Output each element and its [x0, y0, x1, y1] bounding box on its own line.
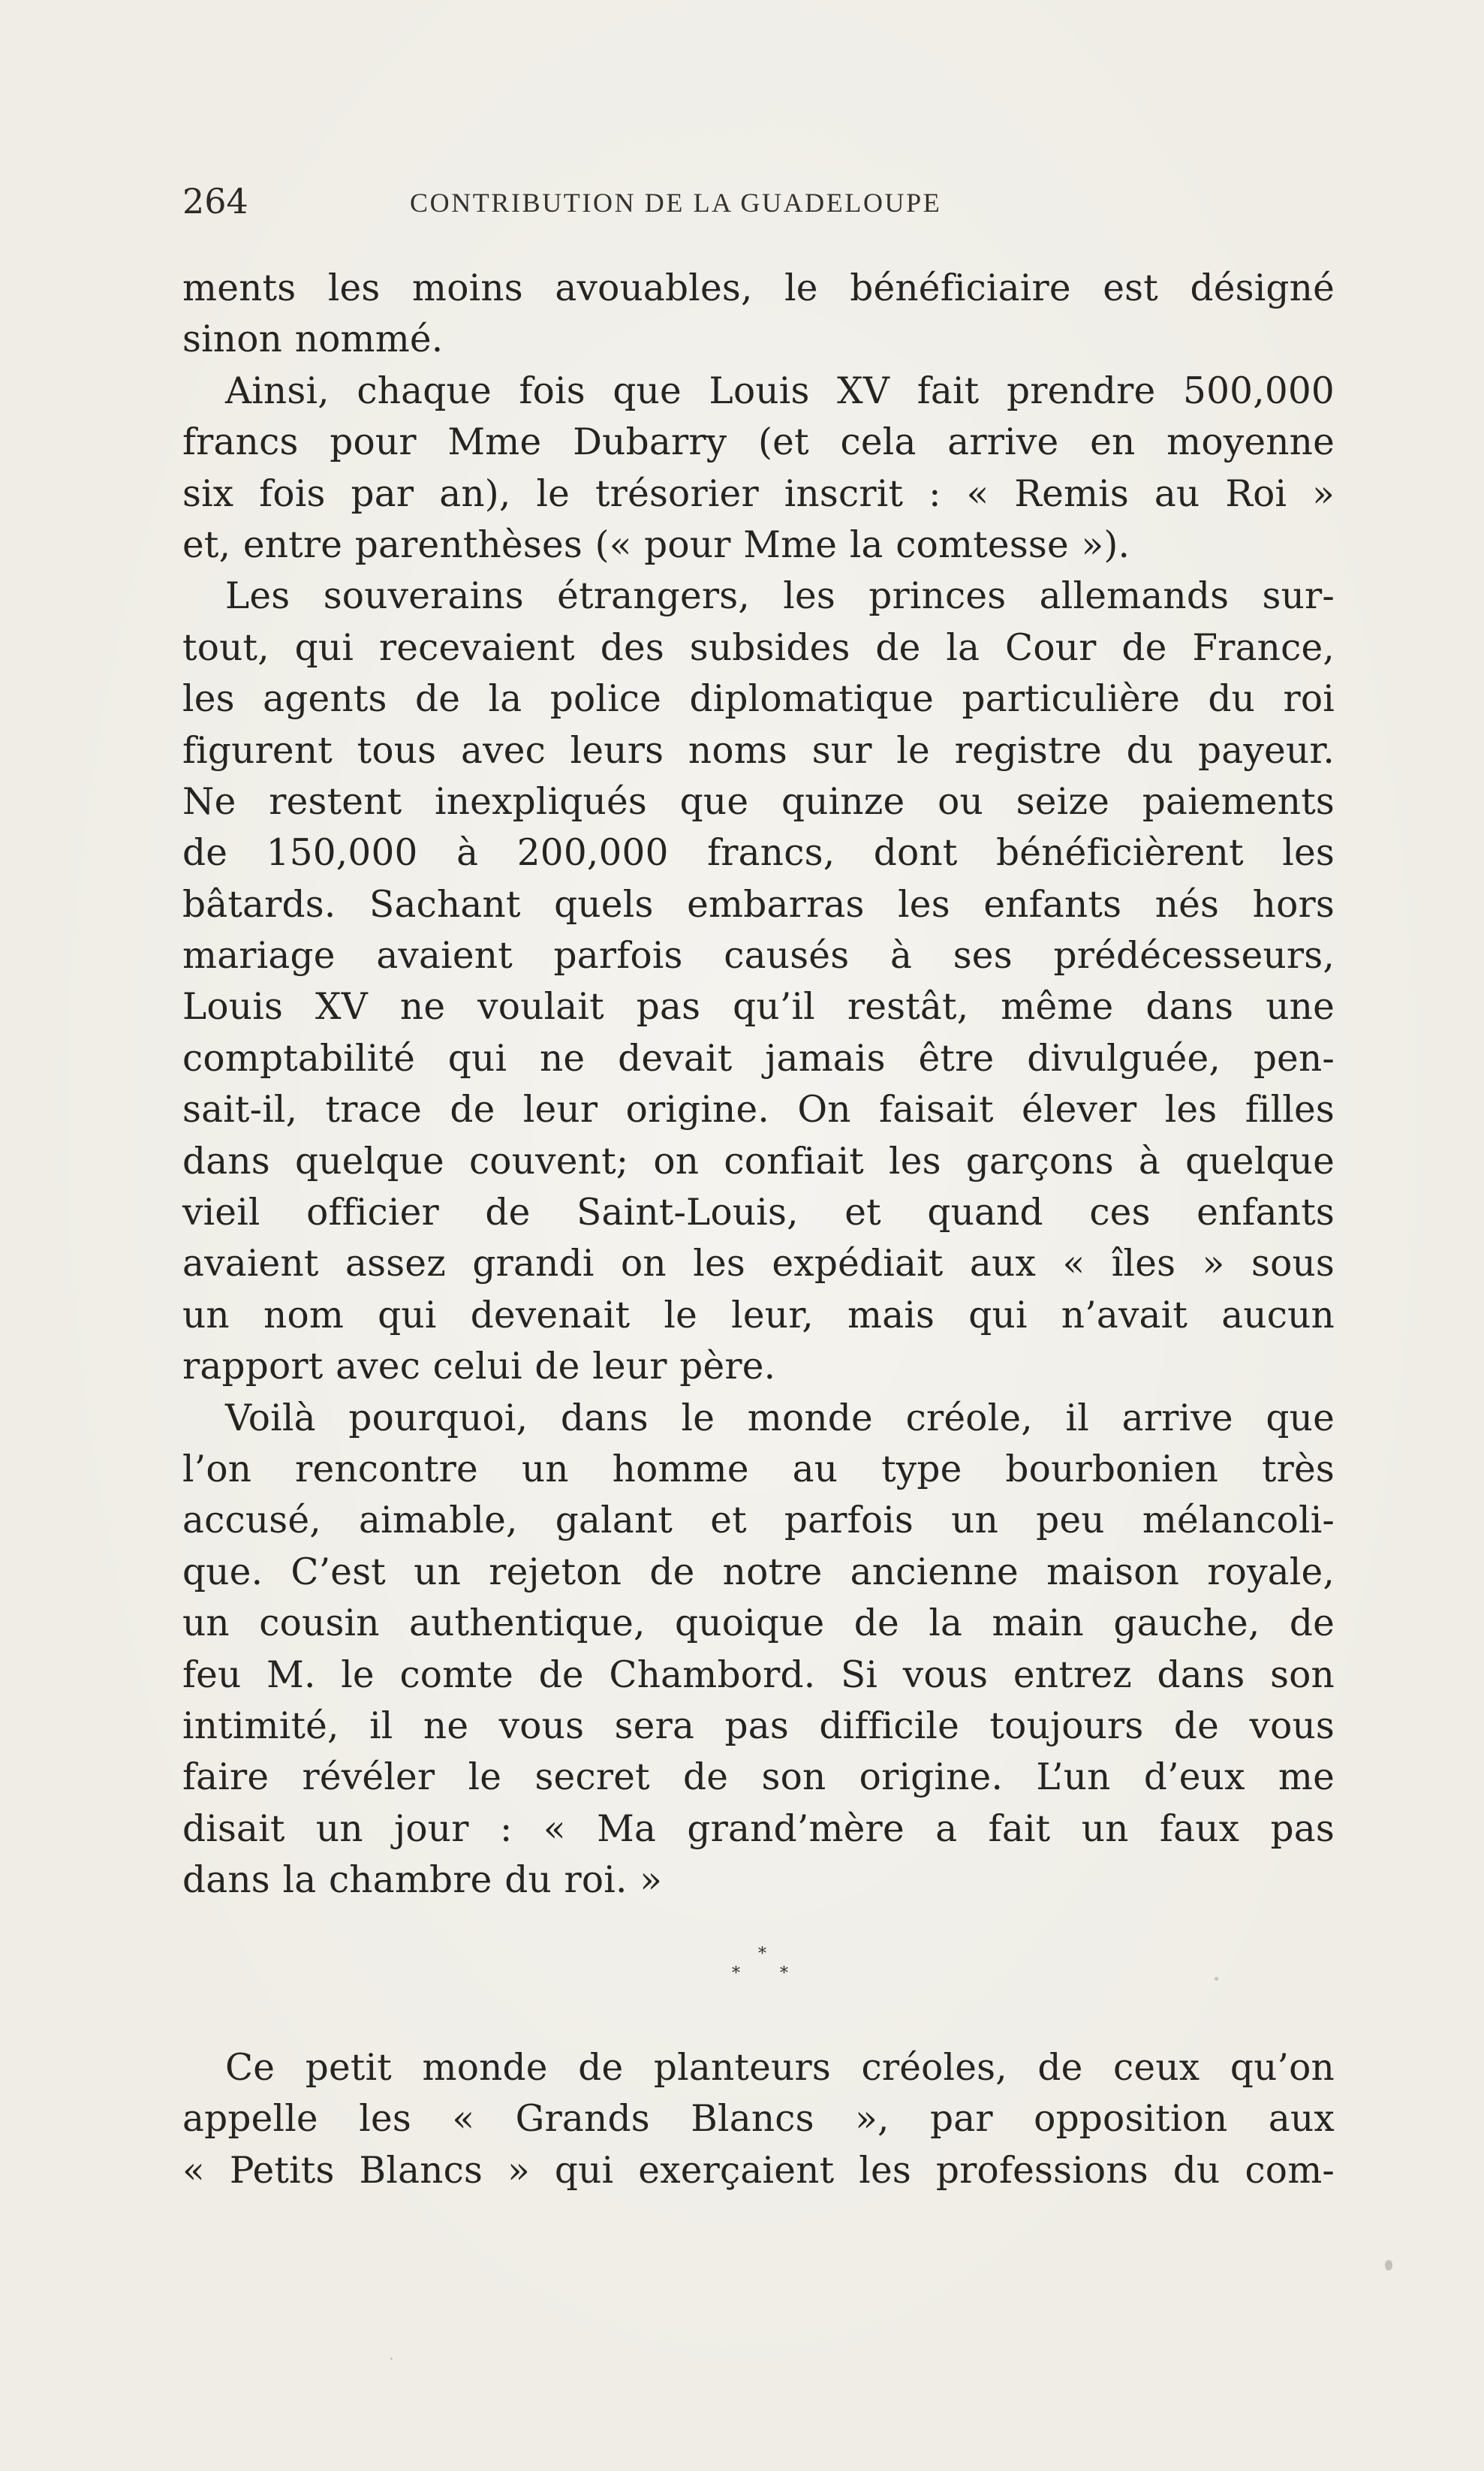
paper-speck	[1215, 1977, 1218, 1981]
page-number: 264	[182, 181, 248, 221]
text-line: dans la chambre du roi. »	[182, 1859, 663, 1902]
text-line: l’on rencontre un homme au type bourbonien très	[182, 1448, 1335, 1490]
text-line: ments les moins avouables, le bénéficiaire est désigné	[182, 267, 1335, 309]
text-line: dans quelque couvent; on confiait les garçons à quelque	[182, 1140, 1335, 1183]
page-header	[182, 179, 1331, 224]
text-line: disait un jour : « Ma grand’mère a fait un faux pas	[182, 1807, 1335, 1850]
text-line: tout, qui recevaient des subsides de la Cour de France,	[182, 626, 1335, 669]
text-line: Ne restent inexpliqués que quinze ou seize paiements	[182, 780, 1335, 823]
text-line: « Petits Blancs » qui exerçaient les professions du com-	[182, 2149, 1335, 2192]
text-line: sinon nommé.	[182, 318, 444, 361]
text-line: mariage avaient parfois causés à ses prédécesseurs,	[182, 935, 1335, 978]
text-line: les agents de la police diplomatique particulière du roi	[182, 678, 1335, 721]
asterism-star: *	[758, 1945, 766, 1963]
text-line: Les souverains étrangers, les princes allemands sur-	[225, 575, 1335, 618]
text-line: Ainsi, chaque fois que Louis XV fait prendre 500,000	[225, 369, 1335, 412]
paragraph-2	[182, 366, 1335, 571]
text-line: francs pour Mme Dubarry (et cela arrive en moyenne	[182, 421, 1335, 464]
text-line: six fois par an), le trésorier inscrit : « Remis au Roi »	[182, 472, 1335, 515]
paragraph-3	[182, 571, 1335, 1392]
text-line: Louis XV ne voulait pas qu’il restât, même dans une	[182, 986, 1335, 1029]
body-text	[182, 263, 1335, 1906]
text-line: figurent tous avec leurs noms sur le registre du payeur.	[182, 729, 1335, 772]
asterism-star: *	[732, 1964, 740, 1983]
text-line: feu M. le comte de Chambord. Si vous entrez dans son	[182, 1653, 1335, 1696]
text-line: un cousin authentique, quoique de la main gauche, de	[182, 1602, 1335, 1645]
text-line: Ce petit monde de planteurs créoles, de ceux qu’on	[225, 2047, 1335, 2089]
text-line: de 150,000 à 200,000 francs, dont bénéficièrent les	[182, 832, 1335, 875]
text-line: un nom qui devenait le leur, mais qui n’avait aucun	[182, 1294, 1335, 1336]
text-line: faire révéler le secret de son origine. L’un d’eux me	[182, 1756, 1335, 1799]
paragraph-1	[182, 263, 1335, 366]
text-line: que. C’est un rejeton de notre ancienne maison royale,	[182, 1550, 1335, 1593]
text-line: bâtards. Sachant quels embarras les enfants nés hors	[182, 883, 1335, 926]
paper-speck	[1385, 2260, 1392, 2271]
text-line: Voilà pourquoi, dans le monde créole, il arrive que	[225, 1397, 1335, 1439]
running-head: CONTRIBUTION DE LA GUADELOUPE	[410, 188, 942, 218]
asterism-star: *	[780, 1964, 788, 1983]
paragraph-5	[182, 2042, 1335, 2196]
section-separator	[717, 1945, 788, 1987]
paragraph-4	[182, 1393, 1335, 1906]
text-line: et, entre parenthèses (« pour Mme la comtesse »).	[182, 523, 1130, 566]
text-line: sait-il, trace de leur origine. On faisait élever les filles	[182, 1089, 1335, 1132]
text-line: accusé, aimable, galant et parfois un peu mélancoli-	[182, 1499, 1335, 1542]
text-line: vieil officier de Saint-Louis, et quand ces enfants	[182, 1192, 1335, 1234]
text-line: comptabilité qui ne devait jamais être divulguée, pen-	[182, 1037, 1335, 1080]
text-line: appelle les « Grands Blancs », par opposition aux	[182, 2098, 1335, 2141]
text-line: rapport avec celui de leur père.	[182, 1345, 776, 1388]
text-line: intimité, il ne vous sera pas difficile toujours de vous	[182, 1704, 1335, 1747]
text-line: avaient assez grandi on les expédiait aux « îles » sous	[182, 1243, 1335, 1285]
body-text-section-2	[182, 2042, 1335, 2196]
paper-speck	[390, 2358, 393, 2360]
